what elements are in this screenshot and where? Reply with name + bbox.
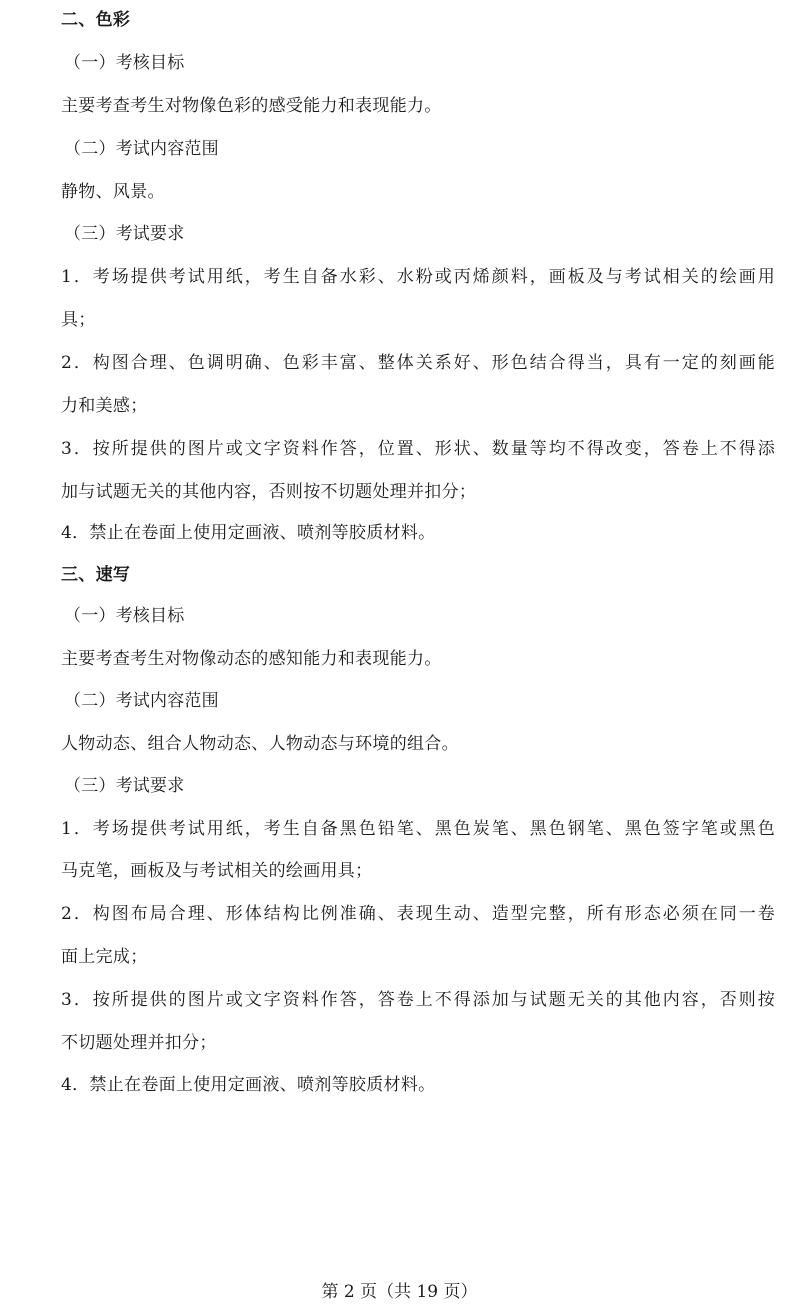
subsection-title-requirements: （三）考试要求 [64,224,185,244]
requirement-1-line-1: 1．考场提供考试用纸，考生自备水彩、水粉或丙烯颜料，画板及与考试相关的绘画用 [61,267,775,287]
subsection-title-scope: （二）考试内容范围 [64,691,219,711]
paragraph-scope: 静物、风景。 [61,182,165,202]
subsection-title-requirements: （三）考试要求 [64,776,185,796]
requirement-4: 4．禁止在卷面上使用定画液、喷剂等胶质材料。 [61,1075,436,1095]
requirement-2-line-1: 2．构图合理、色调明确、色彩丰富、整体关系好、形色结合得当，具有一定的刻画能 [61,353,775,373]
subsection-title-scope: （二）考试内容范围 [64,139,219,159]
subsection-title-goal: （一）考核目标 [64,606,185,626]
requirement-2-line-2: 力和美感； [61,396,148,416]
requirement-3-line-2: 加与试题无关的其他内容，否则按不切题处理并扣分； [61,482,477,502]
requirement-2-line-1: 2．构图布局合理、形体结构比例准确、表现生动、造型完整，所有形态必须在同一卷 [61,904,775,924]
page-number-footer: 第 2 页（共 19 页） [321,1282,478,1302]
requirement-4: 4．禁止在卷面上使用定画液、喷剂等胶质材料。 [61,523,436,543]
requirement-1-line-2: 马克笔，画板及与考试相关的绘画用具； [61,861,373,881]
requirement-2-line-2: 面上完成； [61,947,148,967]
paragraph-goal: 主要考查考生对物像动态的感知能力和表现能力。 [61,649,442,669]
paragraph-goal: 主要考查考生对物像色彩的感受能力和表现能力。 [61,96,442,116]
requirement-3-line-1: 3．按所提供的图片或文字资料作答，答卷上不得添加与试题无关的其他内容，否则按 [61,990,775,1010]
requirement-1-line-1: 1．考场提供考试用纸，考生自备黑色铅笔、黑色炭笔、黑色钢笔、黑色签字笔或黑色 [61,819,775,839]
requirement-3-line-2: 不切题处理并扣分； [61,1033,217,1053]
subsection-title-goal: （一）考核目标 [64,53,185,73]
paragraph-scope: 人物动态、组合人物动态、人物动态与环境的组合。 [61,734,459,754]
requirement-3-line-1: 3．按所提供的图片或文字资料作答，位置、形状、数量等均不得改变，答卷上不得添 [61,439,775,459]
section-heading-color: 二、色彩 [61,10,131,30]
section-heading-sketch: 三、速写 [61,565,131,585]
requirement-1-line-2: 具； [61,310,96,330]
